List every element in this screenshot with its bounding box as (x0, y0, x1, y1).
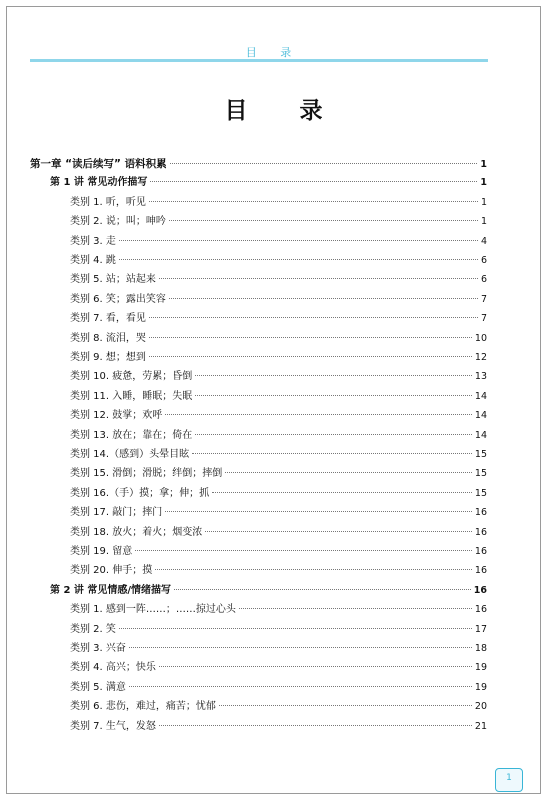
toc-page-number: 16 (474, 565, 487, 577)
toc-leader-dots (212, 492, 472, 493)
toc-leader-dots (165, 511, 472, 512)
page-number-badge (495, 768, 523, 792)
toc-item (70, 272, 487, 288)
toc-page-number: 14 (474, 410, 487, 422)
toc-leader-dots (159, 725, 472, 726)
toc-item (70, 331, 487, 347)
toc-leader-dots (205, 531, 472, 532)
toc-leader-dots (174, 589, 471, 590)
toc-label: 类别 3. 走 (70, 235, 116, 247)
toc-item (70, 447, 487, 463)
toc-item (70, 408, 487, 424)
toc-item (70, 505, 487, 521)
toc-label: 类别 8. 流泪，哭 (70, 332, 146, 344)
toc-label: 类别 15. 滑倒；滑脱；绊倒；摔倒 (70, 468, 223, 480)
toc-item (70, 389, 487, 405)
toc-leader-dots (119, 259, 478, 260)
toc-page-number: 19 (474, 662, 487, 674)
toc-item (70, 292, 487, 308)
toc-item (70, 680, 487, 696)
toc-leader-dots (170, 163, 478, 164)
toc-page-number: 19 (474, 681, 487, 693)
toc-label: 第 1 讲 常见动作描写 (50, 177, 148, 189)
toc-label: 类别 18. 放火；着火；烟变浓 (70, 526, 203, 538)
toc-leader-dots (159, 666, 472, 667)
toc-label: 类别 14.（感到）头晕目眩 (70, 449, 190, 460)
toc-leader-dots (149, 337, 472, 338)
toc-page-number: 14 (474, 390, 487, 402)
toc-page-number: 7 (480, 293, 487, 305)
page-number: 1 (506, 773, 512, 783)
toc-label: 类别 4. 跳 (70, 255, 116, 266)
toc-leader-dots (149, 201, 478, 202)
toc-page-number: 14 (474, 429, 487, 441)
toc-item (70, 195, 487, 211)
toc-label: 类别 5. 站；站起来 (70, 274, 156, 286)
toc-leader-dots (165, 414, 472, 415)
toc-item (70, 486, 487, 502)
toc-page-number: 16 (473, 584, 487, 596)
toc-leader-dots (239, 608, 472, 609)
toc-page-number: 21 (474, 720, 487, 732)
toc-leader-dots (129, 647, 472, 648)
toc-label: 类别 4. 高兴；快乐 (70, 662, 156, 674)
toc-page-number: 17 (474, 623, 487, 635)
toc-page-number: 16 (474, 507, 487, 519)
toc-label: 类别 1. 感到一阵……；……掠过心头 (70, 604, 236, 616)
toc-label: 类别 6. 悲伤，难过，痛苦；忧郁 (70, 701, 216, 713)
toc-page-number: 6 (480, 255, 487, 266)
toc-page-number: 1 (480, 196, 487, 208)
toc-item (70, 563, 487, 579)
toc-page-number: 1 (480, 177, 487, 189)
running-header: 目 录 (245, 46, 302, 59)
toc-leader-dots (195, 434, 472, 435)
toc-lecture (50, 175, 487, 191)
toc-leader-dots (159, 278, 478, 279)
toc-item (70, 699, 487, 715)
toc-page-number: 20 (474, 701, 487, 713)
toc-label: 类别 2. 说；叫；呻吟 (70, 216, 166, 228)
toc-leader-dots (119, 240, 478, 241)
toc-leader-dots (169, 298, 478, 299)
toc-page-number: 16 (474, 526, 487, 538)
toc-label: 第 2 讲 常见情感/情绪描写 (50, 584, 172, 596)
toc-page-number: 15 (474, 449, 487, 460)
toc-item (70, 253, 487, 269)
toc-chapter (30, 156, 487, 172)
toc-page-number: 7 (480, 313, 487, 325)
toc-label: 类别 3. 兴奋 (70, 643, 126, 654)
toc-leader-dots (169, 220, 478, 221)
toc-label: 类别 5. 满意 (70, 681, 126, 693)
toc-label: 类别 11. 入睡，睡眠；失眠 (70, 390, 193, 402)
toc-item (70, 350, 487, 366)
toc-page-number: 18 (474, 643, 487, 654)
toc-label: 类别 2. 笑 (70, 623, 116, 635)
toc-leader-dots (135, 550, 472, 551)
toc-item (70, 311, 487, 327)
toc-label: 类别 1. 听，听见 (70, 196, 146, 208)
toc-label: 类别 12. 鼓掌；欢呼 (70, 410, 163, 422)
toc-item (70, 525, 487, 541)
toc-page-number: 15 (474, 487, 487, 499)
toc-leader-dots (150, 181, 477, 182)
toc-leader-dots (192, 453, 472, 454)
toc-item (70, 602, 487, 618)
toc-item (70, 660, 487, 676)
toc-item (70, 466, 487, 482)
toc-page-number: 1 (480, 216, 487, 228)
toc-item (70, 641, 487, 657)
toc-label: 类别 13. 放在；靠在；倚在 (70, 429, 193, 441)
toc-item (70, 214, 487, 230)
toc-label: 类别 9. 想；想到 (70, 352, 146, 363)
toc-page-number: 16 (474, 604, 487, 616)
toc-leader-dots (149, 317, 478, 318)
toc-item (70, 544, 487, 560)
toc-item (70, 428, 487, 444)
toc-leader-dots (195, 375, 472, 376)
toc-label: 类别 17. 敲门；摔门 (70, 507, 163, 519)
toc-label: 类别 19. 留意 (70, 546, 133, 557)
toc-page-number: 1 (480, 159, 487, 170)
toc-label: 第一章 “读后续写” 语料积累 (30, 158, 167, 170)
toc-leader-dots (119, 628, 472, 629)
toc-item (70, 234, 487, 250)
header-rule (30, 59, 488, 62)
toc-lecture (50, 583, 487, 599)
toc-leader-dots (149, 356, 472, 357)
toc-leader-dots (129, 686, 472, 687)
toc-page-number: 13 (474, 371, 487, 383)
toc-page-number: 10 (474, 332, 487, 344)
toc-page-number: 12 (474, 352, 487, 363)
toc-label: 类别 20. 伸手；摸 (70, 565, 153, 577)
toc-leader-dots (155, 569, 472, 570)
toc-page-number: 4 (480, 235, 487, 247)
toc-item (70, 719, 487, 735)
toc-label: 类别 6. 笑；露出笑容 (70, 293, 166, 305)
toc-item (70, 622, 487, 638)
toc-page-number: 16 (474, 546, 487, 557)
toc-label: 类别 10. 疲惫，劳累；昏倒 (70, 371, 193, 383)
toc-leader-dots (219, 705, 472, 706)
toc-leader-dots (195, 395, 472, 396)
toc-label: 类别 7. 看，看见 (70, 313, 146, 325)
page-title: 目 录 (224, 97, 345, 124)
toc-label: 类别 7. 生气，发怒 (70, 720, 156, 732)
toc-leader-dots (225, 472, 472, 473)
toc-item (70, 369, 487, 385)
toc-page-number: 6 (480, 274, 487, 286)
toc-label: 类别 16.（手）摸；拿；伸；抓 (70, 487, 210, 499)
toc-page-number: 15 (474, 468, 487, 480)
